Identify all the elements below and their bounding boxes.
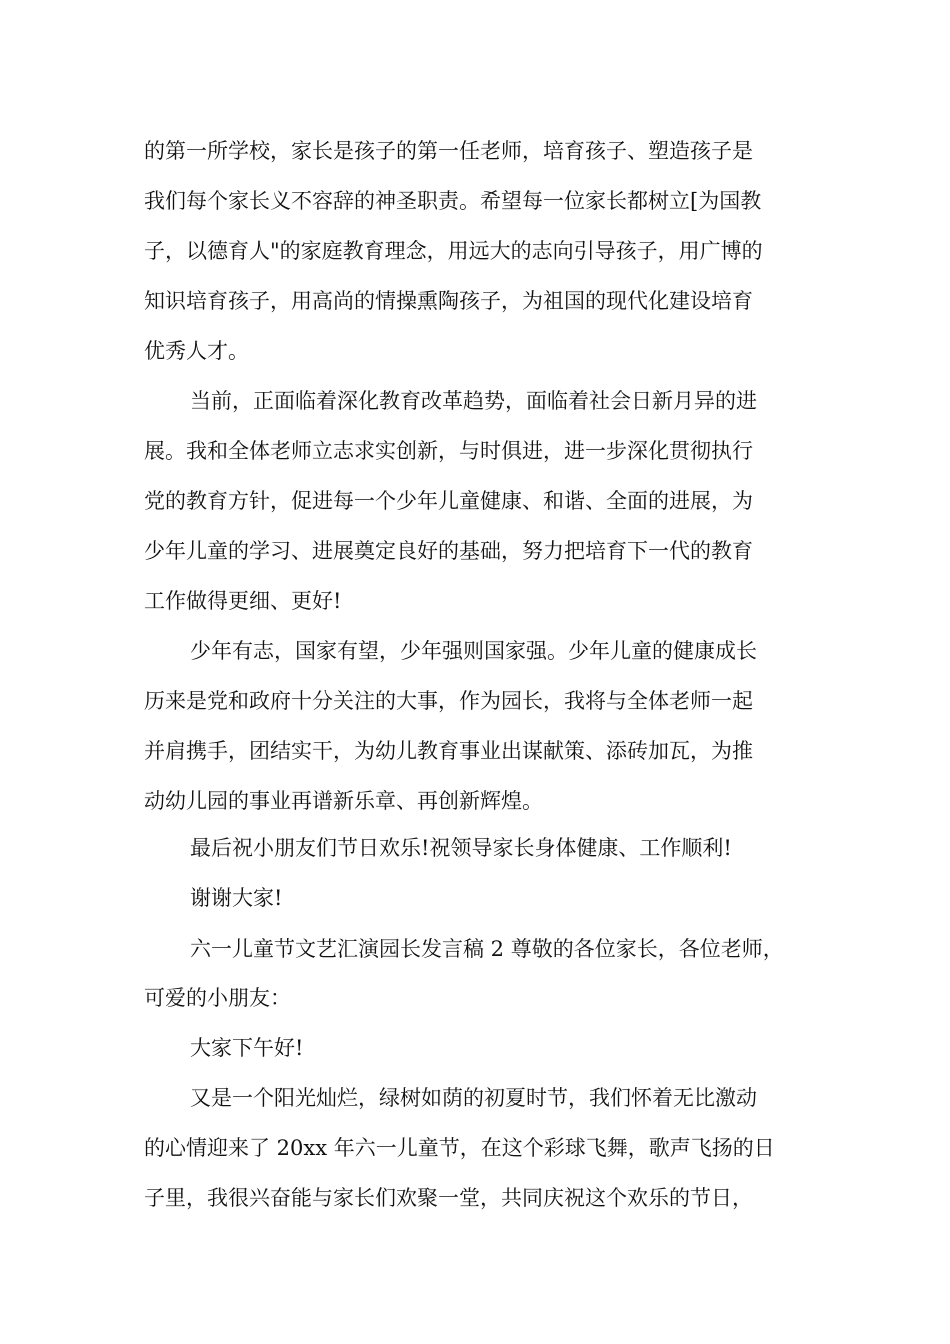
text-line: 党的教育方针，促进每一个少年儿童健康、和谐、全面的进展，为	[144, 489, 753, 513]
paragraph-start-line: 六一儿童节文艺汇演园长发言稿 2 尊敬的各位家长，各位老师，	[190, 937, 784, 961]
paragraph-start-line: 最后祝小朋友们节日欢乐!祝领导家长身体健康、工作顺利!	[190, 836, 732, 860]
text-line: 展。我和全体老师立志求实创新，与时俱进，进一步深化贯彻执行	[144, 439, 753, 463]
paragraph-start-line: 又是一个阳光灿烂，绿树如荫的初夏时节，我们怀着无比激动	[190, 1086, 757, 1110]
text-line: 的第一所学校，家长是孩子的第一任老师，培育孩子、塑造孩子是	[144, 139, 753, 163]
text-line: 的心情迎来了 20xx 年六一儿童节，在这个彩球飞舞，歌声飞扬的日	[144, 1136, 775, 1160]
paragraph-start-line: 大家下午好!	[190, 1036, 304, 1060]
text-line: 子，以德育人"的家庭教育理念，用远大的志向引导孩子，用广博的	[144, 239, 763, 263]
text-line: 历来是党和政府十分关注的大事，作为园长，我将与全体老师一起	[144, 689, 753, 713]
text-line: 优秀人才。	[144, 339, 249, 363]
paragraph-start-line: 少年有志，国家有望，少年强则国家强。少年儿童的健康成长	[190, 639, 757, 663]
text-line: 少年儿童的学习、进展奠定良好的基础，努力把培育下一代的教育	[144, 539, 753, 563]
text-line: 知识培育孩子，用高尚的情操熏陶孩子，为祖国的现代化建设培育	[144, 289, 753, 313]
text-line: 并肩携手，团结实干，为幼儿教育事业出谋献策、添砖加瓦，为推	[144, 739, 753, 763]
text-line: 动幼儿园的事业再谱新乐章、再创新辉煌。	[144, 789, 543, 813]
text-line: 子里，我很兴奋能与家长们欢聚一堂，共同庆祝这个欢乐的节日，	[144, 1186, 753, 1210]
paragraph-start-line: 谢谢大家!	[190, 886, 283, 910]
text-line: 工作做得更细、更好!	[144, 589, 342, 613]
text-line: 我们每个家长义不容辞的神圣职责。希望每一位家长都树立[为国教	[144, 189, 762, 213]
paragraph-start-line: 当前，正面临着深化教育改革趋势，面临着社会日新月异的进	[190, 389, 757, 413]
text-line: 可爱的小朋友：	[144, 986, 291, 1010]
